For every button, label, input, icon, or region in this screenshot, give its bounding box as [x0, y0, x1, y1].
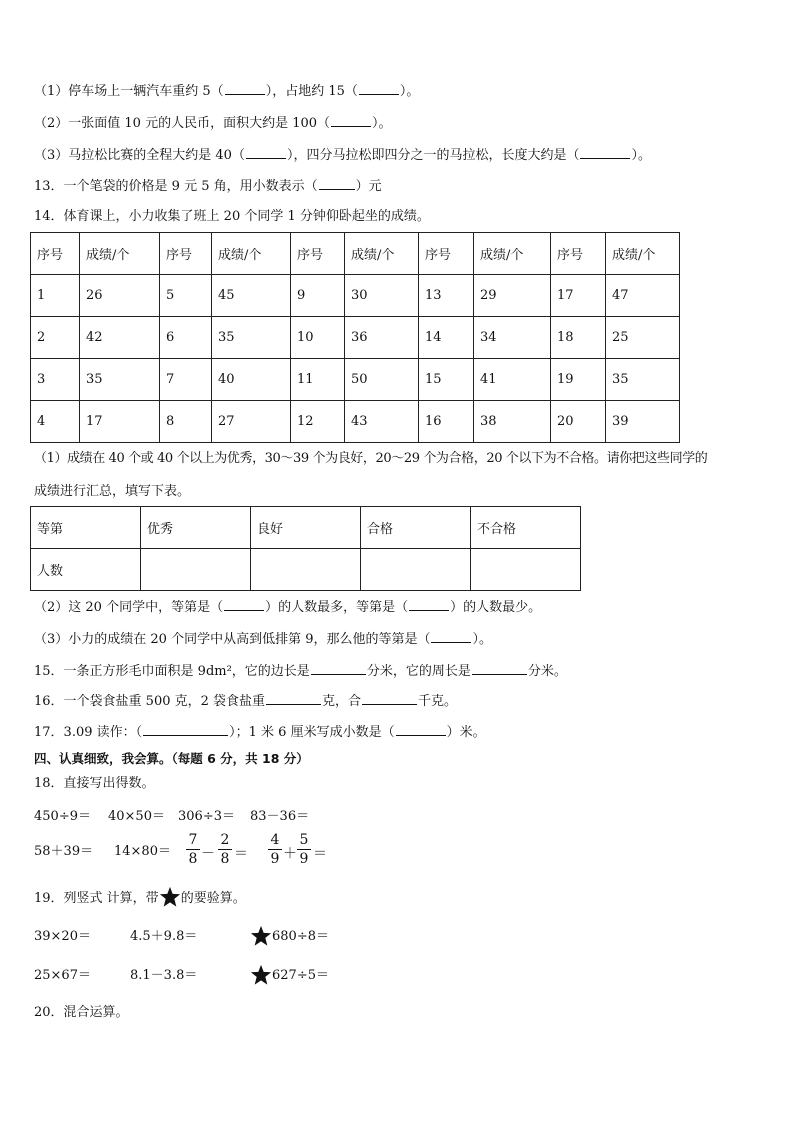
star-icon — [250, 925, 272, 947]
table-row — [31, 549, 581, 591]
q19-title-text-b: 的要验算。 — [180, 891, 246, 906]
table-header-cell: 成绩/个 — [80, 233, 160, 275]
q12-sub-3 — [34, 146, 651, 165]
calc-item: 450÷9＝ — [34, 809, 91, 824]
table-cell: 19 — [551, 359, 606, 401]
table-cell: 8 — [160, 401, 212, 443]
q12-sub-1-text-c: ）。 — [399, 84, 420, 99]
q17-text-b: ）；1 米 6 厘米写成小数是（ — [229, 725, 395, 740]
q12-sub-3-text-a: （3）马拉松比赛的全程大约是 40（ — [34, 148, 245, 163]
q12-sub-1-text-b: ），占地约 15（ — [265, 84, 358, 99]
q19-title — [34, 886, 246, 908]
table-cell: 5 — [160, 275, 212, 317]
calc-item: 58＋39＝ — [34, 844, 94, 859]
answer-cell[interactable] — [471, 549, 581, 591]
denominator: 8 — [188, 851, 198, 867]
q14-part3-text-a: （3）小力的成绩在 20 个同学中从高到低排第 9，那么他的等第是（ — [34, 632, 431, 647]
q17-text-a: 17．3.09 读作：（ — [34, 725, 143, 740]
table-cell: 27 — [212, 401, 291, 443]
numerator: 4 — [270, 832, 280, 848]
answer-blank[interactable] — [409, 598, 449, 611]
calc-item: 680÷8＝ — [272, 929, 329, 944]
table-cell: 15 — [419, 359, 474, 401]
denominator: 9 — [299, 851, 309, 867]
calc-item: 25×67＝ — [34, 968, 91, 983]
q15-text-a: 15．一条正方形毛巾面积是 9dm²，它的边长是 — [34, 664, 310, 679]
table-cell: 39 — [606, 401, 680, 443]
table-cell: 17 — [80, 401, 160, 443]
fraction — [268, 832, 282, 867]
table-header-cell: 优秀 — [141, 507, 251, 549]
table-cell: 47 — [606, 275, 680, 317]
fraction-bar — [218, 849, 232, 850]
table-row — [31, 401, 680, 443]
star-icon — [159, 886, 181, 908]
table-cell: 42 — [80, 317, 160, 359]
q14-part1-line1: （1）成绩在 40 个或 40 个以上为优秀，30～39 个为良好，20～29 个为合格，20 个以下为不合格。请你把这些同学的 — [34, 451, 708, 466]
fraction — [186, 832, 200, 867]
table-cell: 7 — [160, 359, 212, 401]
q15-text-b: 分米，它的周长是 — [366, 664, 471, 679]
table-cell: 25 — [606, 317, 680, 359]
table-cell: 18 — [551, 317, 606, 359]
calc-item: 306÷3＝ — [178, 809, 235, 824]
q14-part2-text-a: （2）这 20 个同学中，等第是（ — [34, 600, 224, 615]
table-cell: 11 — [291, 359, 345, 401]
table-cell: 10 — [291, 317, 345, 359]
table-cell: 16 — [419, 401, 474, 443]
fraction — [297, 832, 311, 867]
table-cell: 34 — [474, 317, 551, 359]
q14-part3-text-b: ）。 — [472, 632, 492, 647]
table-cell: 20 — [551, 401, 606, 443]
q14-part2-text-c: ）的人数最少。 — [450, 600, 542, 615]
q19-title-text-a: 19．列竖式 计算，带 — [34, 891, 159, 906]
fraction-bar — [297, 849, 311, 850]
table-header-cell: 成绩/个 — [212, 233, 291, 275]
q14-part2-text-b: ）的人数最多，等第是（ — [265, 600, 409, 615]
calc-item: 4.5＋9.8＝ — [130, 929, 198, 944]
q12-sub-1 — [34, 82, 419, 101]
section-heading: 四、认真细致，我会算。（每题 6 分，共 18 分） — [34, 751, 309, 766]
q16-text-b: 克，合 — [322, 694, 362, 709]
answer-blank[interactable] — [359, 82, 399, 95]
q17 — [34, 723, 486, 742]
operator: ＋ — [283, 846, 297, 862]
table-cell: 1 — [31, 275, 80, 317]
q16 — [34, 692, 457, 711]
table-row — [31, 275, 680, 317]
calc-item: 40×50＝ — [108, 809, 165, 824]
table-cell: 35 — [80, 359, 160, 401]
q12-sub-2-text-b: ）。 — [372, 116, 392, 131]
table-header-cell: 不合格 — [471, 507, 581, 549]
numerator: 7 — [188, 832, 198, 848]
answer-cell[interactable] — [141, 549, 251, 591]
table-cell: 2 — [31, 317, 80, 359]
table-row — [31, 359, 680, 401]
table-cell: 40 — [212, 359, 291, 401]
q14-part1-line2: 成绩进行汇总，填写下表。 — [34, 484, 191, 499]
fraction — [218, 832, 232, 867]
answer-blank[interactable] — [266, 692, 321, 705]
calc-item: 83－36＝ — [250, 809, 310, 824]
table-cell: 14 — [419, 317, 474, 359]
table-header-cell: 序号 — [160, 233, 212, 275]
calc-item: 39×20＝ — [34, 929, 91, 944]
q14-part2 — [34, 598, 541, 617]
table-cell: 36 — [345, 317, 419, 359]
denominator: 8 — [220, 851, 230, 867]
table-header-cell: 良好 — [251, 507, 361, 549]
table-header-cell: 序号 — [291, 233, 345, 275]
q13-text-a: 13．一个笔袋的价格是 9 元 5 角，用小数表示（ — [34, 179, 318, 194]
q15 — [34, 662, 567, 681]
answer-blank[interactable] — [319, 177, 355, 190]
table-cell: 38 — [474, 401, 551, 443]
score-table — [30, 232, 680, 443]
table-cell: 45 — [212, 275, 291, 317]
equals-sign: ＝ — [234, 846, 248, 862]
answer-blank[interactable] — [246, 146, 286, 159]
score-table-header-row — [31, 233, 680, 275]
table-cell: 26 — [80, 275, 160, 317]
table-cell: 4 — [31, 401, 80, 443]
table-cell: 13 — [419, 275, 474, 317]
table-cell: 35 — [606, 359, 680, 401]
q13-text-b: ）元 — [355, 179, 382, 194]
table-cell: 人数 — [31, 549, 141, 591]
table-header-cell: 序号 — [31, 233, 80, 275]
q15-text-c: 分米。 — [527, 664, 567, 679]
answer-blank[interactable] — [331, 114, 371, 127]
equals-sign: ＝ — [313, 846, 327, 862]
table-cell: 29 — [474, 275, 551, 317]
denominator: 9 — [270, 851, 280, 867]
q14-title: 14．体育课上，小力收集了班上 20 个同学 1 分钟仰卧起坐的成绩。 — [34, 209, 430, 224]
q12-sub-3-text-b: ），四分马拉松即四分之一的马拉松，长度大约是（ — [286, 148, 580, 163]
calc-item: 14×80＝ — [114, 844, 171, 859]
numerator: 5 — [299, 832, 309, 848]
table-cell: 17 — [551, 275, 606, 317]
fraction-bar — [268, 849, 282, 850]
table-cell: 35 — [212, 317, 291, 359]
table-header-cell: 成绩/个 — [474, 233, 551, 275]
q12-sub-3-text-c: ）。 — [631, 148, 651, 163]
answer-cell[interactable] — [251, 549, 361, 591]
answer-blank[interactable] — [143, 723, 228, 736]
answer-blank[interactable] — [225, 82, 265, 95]
table-header-cell: 合格 — [361, 507, 471, 549]
answer-blank[interactable] — [472, 662, 527, 675]
fraction-bar — [186, 849, 200, 850]
numerator: 2 — [220, 832, 230, 848]
answer-cell[interactable] — [361, 549, 471, 591]
table-row — [31, 317, 680, 359]
calc-item: 8.1－3.8＝ — [130, 968, 198, 983]
q18-title: 18．直接写出得数。 — [34, 776, 155, 791]
table-cell: 43 — [345, 401, 419, 443]
operator: － — [201, 846, 215, 862]
table-header-cell: 成绩/个 — [606, 233, 680, 275]
answer-blank[interactable] — [311, 662, 366, 675]
q20-title: 20．混合运算。 — [34, 1005, 129, 1020]
q13 — [34, 177, 382, 196]
answer-blank[interactable] — [224, 598, 264, 611]
calc-item: 627÷5＝ — [272, 968, 329, 983]
table-cell: 30 — [345, 275, 419, 317]
q12-sub-1-text-a: （1）停车场上一辆汽车重约 5（ — [34, 84, 224, 99]
q17-text-c: ）米。 — [446, 725, 486, 740]
table-cell: 9 — [291, 275, 345, 317]
answer-blank[interactable] — [431, 630, 471, 643]
summary-header-row — [31, 507, 581, 549]
q16-text-a: 16．一个袋食盐重 500 克，2 袋食盐重 — [34, 694, 266, 709]
table-cell: 41 — [474, 359, 551, 401]
q12-sub-2 — [34, 114, 392, 133]
table-cell: 50 — [345, 359, 419, 401]
answer-blank[interactable] — [396, 723, 446, 736]
table-header-cell: 序号 — [419, 233, 474, 275]
table-header-cell: 序号 — [551, 233, 606, 275]
table-cell: 6 — [160, 317, 212, 359]
table-cell: 12 — [291, 401, 345, 443]
table-header-cell: 成绩/个 — [345, 233, 419, 275]
q12-sub-2-text-a: （2）一张面值 10 元的人民币，面积大约是 100（ — [34, 116, 331, 131]
star-icon — [250, 964, 272, 986]
table-header-cell: 等第 — [31, 507, 141, 549]
answer-blank[interactable] — [580, 146, 630, 159]
q14-part3 — [34, 630, 492, 649]
answer-blank[interactable] — [362, 692, 417, 705]
q16-text-c: 千克。 — [418, 694, 458, 709]
summary-table — [30, 506, 581, 591]
table-cell: 3 — [31, 359, 80, 401]
